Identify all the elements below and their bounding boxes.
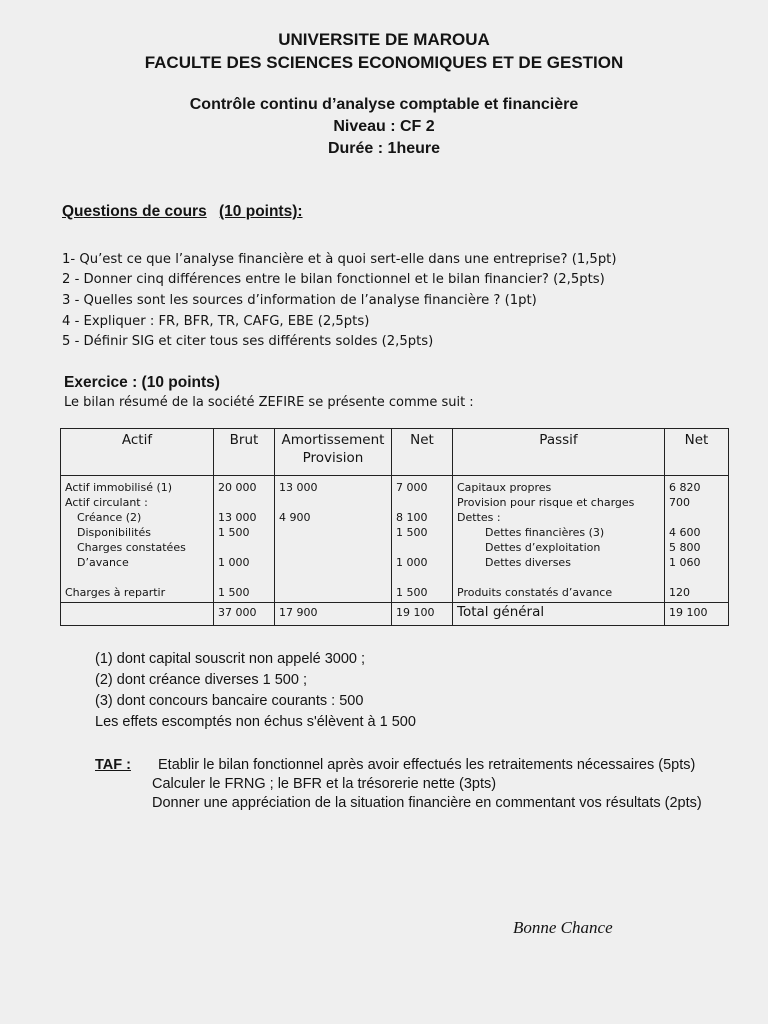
exercice-intro: Le bilan résumé de la société ZEFIRE se présente comme suit : bbox=[64, 395, 474, 410]
bilan-total-row bbox=[61, 603, 729, 626]
amort-value bbox=[279, 555, 387, 570]
net-passif-value: 4 600 bbox=[669, 526, 701, 539]
question-4: 4 - Expliquer : FR, BFR, TR, CAFG, EBE (2,5pts) bbox=[62, 314, 370, 329]
passif-line: Dettes : bbox=[457, 511, 501, 524]
actif-line: Disponibilités bbox=[77, 526, 151, 539]
footnote-1: (1) dont capital souscrit non appelé 3000 ; bbox=[95, 651, 366, 667]
exam-duration: Durée : 1heure bbox=[327, 140, 441, 157]
taf-task-1: Etablir le bilan fonctionnel après avoir effectués les retraitements nécessaires (5pts) bbox=[158, 757, 696, 773]
net-passif-value: 120 bbox=[669, 586, 690, 599]
taf-task-2: Calculer le FRNG ; le BFR et la trésorerie nette (3pts) bbox=[152, 776, 497, 792]
exercice-heading: Exercice : (10 points) bbox=[64, 374, 220, 391]
net-value bbox=[396, 570, 448, 585]
col-header-net-passif: Net bbox=[665, 429, 729, 476]
net-value: 1 000 bbox=[396, 556, 428, 569]
brut-cell bbox=[214, 476, 275, 603]
total-net-passif: 19 100 bbox=[665, 603, 729, 626]
col-header-passif: Passif bbox=[453, 429, 665, 476]
amort-value bbox=[279, 525, 387, 540]
net-value: 8 100 bbox=[396, 511, 428, 524]
net-value bbox=[396, 540, 448, 555]
net-value bbox=[396, 495, 448, 510]
brut-value bbox=[218, 495, 270, 510]
total-passif-label: Total général bbox=[453, 603, 665, 626]
amort-header-line1: Amortissement bbox=[281, 432, 385, 448]
questions-heading-points: (10 points): bbox=[219, 203, 303, 220]
question-3: 3 - Quelles sont les sources d’information de l’analyse financière ? (1pt) bbox=[62, 293, 537, 308]
question-5: 5 - Définir SIG et citer tous ses différents soldes (2,5pts) bbox=[62, 334, 434, 349]
net-passif-cell bbox=[665, 476, 729, 603]
questions-heading bbox=[62, 203, 303, 221]
passif-line: Capitaux propres bbox=[457, 481, 552, 494]
brut-value: 13 000 bbox=[218, 511, 257, 524]
brut-value: 1 500 bbox=[218, 586, 250, 599]
actif-line: Actif circulant : bbox=[65, 496, 148, 509]
col-header-actif: Actif bbox=[61, 429, 214, 476]
footnote-3: (3) dont concours bancaire courants : 500 bbox=[95, 693, 364, 709]
col-header-brut: Brut bbox=[214, 429, 275, 476]
amort-value bbox=[279, 570, 387, 585]
actif-line: Créance (2) bbox=[77, 511, 142, 524]
net-passif-value: 5 800 bbox=[669, 541, 701, 554]
brut-value bbox=[218, 540, 270, 555]
actif-line: Actif immobilisé (1) bbox=[65, 481, 173, 494]
passif-line: Provision pour risque et charges bbox=[457, 496, 635, 509]
net-cell bbox=[392, 476, 453, 603]
closing-text: Bonne Chance bbox=[513, 918, 613, 937]
faculty-name: FACULTE DES SCIENCES ECONOMIQUES ET DE GESTION bbox=[144, 53, 624, 72]
net-value: 1 500 bbox=[396, 586, 428, 599]
bilan-header-row bbox=[61, 429, 729, 476]
net-passif-value: 6 820 bbox=[669, 481, 701, 494]
net-value: 7 000 bbox=[396, 481, 428, 494]
effets-escomptes-note: Les effets escomptés non échus s'élèvent à 1 500 bbox=[95, 714, 416, 730]
taf-task-3: Donner une appréciation de la situation financière en commentant vos résultats (2pts) bbox=[152, 795, 702, 811]
actif-line: Charges à repartir bbox=[65, 586, 166, 599]
amort-value bbox=[279, 540, 387, 555]
brut-value bbox=[218, 570, 270, 585]
total-amort: 17 900 bbox=[275, 603, 392, 626]
questions-heading-label: Questions de cours bbox=[62, 203, 207, 220]
amort-cell bbox=[275, 476, 392, 603]
taf-label: TAF : bbox=[95, 757, 131, 773]
net-passif-value: 700 bbox=[669, 496, 690, 509]
bilan-body-row bbox=[61, 476, 729, 603]
passif-line: Dettes diverses bbox=[485, 556, 571, 569]
question-1: 1- Qu’est ce que l’analyse financière et à quoi sert-elle dans une entreprise? (1,5pt) bbox=[62, 252, 617, 267]
amort-value bbox=[279, 585, 387, 600]
actif-cell bbox=[61, 476, 214, 603]
net-passif-value bbox=[669, 510, 724, 525]
passif-cell bbox=[453, 476, 665, 603]
net-passif-value: 1 060 bbox=[669, 556, 701, 569]
university-name: UNIVERSITE DE MAROUA bbox=[278, 30, 490, 49]
actif-line: Charges constatées bbox=[77, 541, 186, 554]
amort-value: 13 000 bbox=[279, 481, 318, 494]
exam-level: Niveau : CF 2 bbox=[333, 118, 435, 135]
passif-line: Produits constatés d’avance bbox=[457, 586, 613, 599]
amort-header-line2: Provision bbox=[302, 450, 364, 466]
amort-value: 4 900 bbox=[279, 511, 311, 524]
question-2: 2 - Donner cinq différences entre le bilan fonctionnel et le bilan financier? (2,5pts) bbox=[62, 272, 605, 287]
footnote-2: (2) dont créance diverses 1 500 ; bbox=[95, 672, 307, 688]
passif-line bbox=[457, 570, 660, 585]
actif-line bbox=[65, 570, 209, 585]
brut-value: 1 000 bbox=[218, 556, 250, 569]
total-net: 19 100 bbox=[392, 603, 453, 626]
passif-line: Dettes d’exploitation bbox=[485, 541, 601, 554]
col-header-amortissement bbox=[275, 429, 392, 476]
bilan-table bbox=[60, 428, 729, 626]
passif-line: Dettes financières (3) bbox=[485, 526, 605, 539]
total-brut: 37 000 bbox=[214, 603, 275, 626]
net-value: 1 500 bbox=[396, 526, 428, 539]
brut-value: 20 000 bbox=[218, 481, 257, 494]
exam-title: Contrôle continu d’analyse comptable et financière bbox=[189, 96, 579, 113]
amort-value bbox=[279, 495, 387, 510]
col-header-net: Net bbox=[392, 429, 453, 476]
actif-line: D’avance bbox=[77, 556, 129, 569]
net-passif-value bbox=[669, 570, 724, 585]
total-actif-label bbox=[61, 603, 214, 626]
brut-value: 1 500 bbox=[218, 526, 250, 539]
